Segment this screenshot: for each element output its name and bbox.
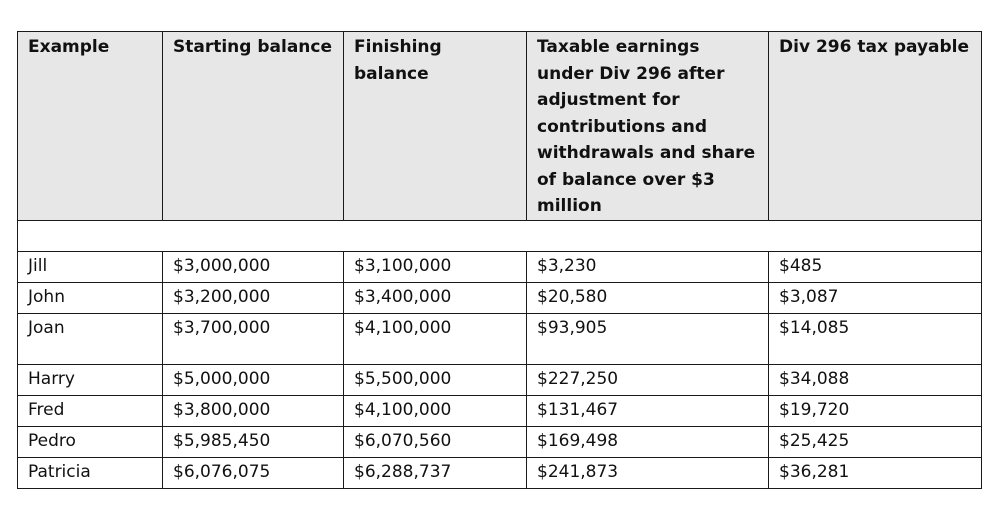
cell-tax-payable: $3,087: [769, 282, 982, 313]
cell-example: John: [18, 282, 163, 313]
cell-tax-payable: $14,085: [769, 313, 982, 364]
cell-example: Jill: [18, 251, 163, 282]
cell-taxable-earnings: $169,498: [527, 426, 769, 457]
cell-finishing-balance: $4,100,000: [344, 313, 527, 364]
cell-finishing-balance: $6,288,737: [344, 457, 527, 488]
cell-starting-balance: $3,200,000: [163, 282, 344, 313]
table-row: [18, 364, 982, 395]
cell-example: Joan: [18, 313, 163, 364]
empty-spacer-row: [18, 220, 982, 251]
table-row: [18, 282, 982, 313]
cell-starting-balance: $5,985,450: [163, 426, 344, 457]
header-taxable-earnings: Taxable earnings under Div 296 after adjustment for contributions and withdrawals and share of balance over $3 million: [527, 32, 769, 221]
cell-finishing-balance: $6,070,560: [344, 426, 527, 457]
header-finishing-balance: Finishing balance: [344, 32, 527, 221]
table-row: [18, 426, 982, 457]
cell-taxable-earnings: $227,250: [527, 364, 769, 395]
cell-example: Harry: [18, 364, 163, 395]
cell-starting-balance: $6,076,075: [163, 457, 344, 488]
cell-starting-balance: $3,000,000: [163, 251, 344, 282]
cell-tax-payable: $34,088: [769, 364, 982, 395]
cell-finishing-balance: $3,100,000: [344, 251, 527, 282]
table-header-row: [18, 32, 982, 221]
table-row: [18, 457, 982, 488]
cell-finishing-balance: $3,400,000: [344, 282, 527, 313]
table-row: [18, 395, 982, 426]
cell-example: Pedro: [18, 426, 163, 457]
div296-examples-table: [17, 31, 982, 489]
cell-tax-payable: $25,425: [769, 426, 982, 457]
cell-taxable-earnings: $131,467: [527, 395, 769, 426]
cell-taxable-earnings: $93,905: [527, 313, 769, 364]
cell-starting-balance: $3,700,000: [163, 313, 344, 364]
cell-tax-payable: $19,720: [769, 395, 982, 426]
header-starting-balance: Starting balance: [163, 32, 344, 221]
cell-taxable-earnings: $20,580: [527, 282, 769, 313]
cell-taxable-earnings: $3,230: [527, 251, 769, 282]
table-row: [18, 313, 982, 364]
cell-starting-balance: $5,000,000: [163, 364, 344, 395]
cell-example: Patricia: [18, 457, 163, 488]
cell-tax-payable: $36,281: [769, 457, 982, 488]
cell-starting-balance: $3,800,000: [163, 395, 344, 426]
header-example: Example: [18, 32, 163, 221]
cell-finishing-balance: $4,100,000: [344, 395, 527, 426]
cell-taxable-earnings: $241,873: [527, 457, 769, 488]
cell-tax-payable: $485: [769, 251, 982, 282]
header-tax-payable: Div 296 tax payable: [769, 32, 982, 221]
cell-finishing-balance: $5,500,000: [344, 364, 527, 395]
cell-example: Fred: [18, 395, 163, 426]
empty-spacer-cell: [18, 220, 982, 251]
table-row: [18, 251, 982, 282]
